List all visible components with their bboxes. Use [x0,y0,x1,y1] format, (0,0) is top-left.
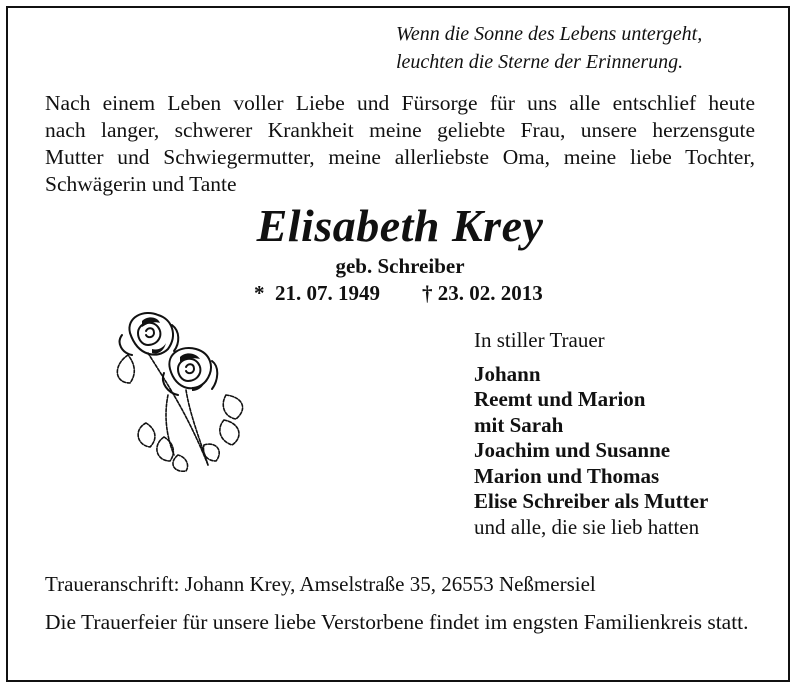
life-dates [254,280,543,306]
birth-date: * 21. 07. 1949 [254,281,380,305]
mourner-name: Elise Schreiber als Mutter [474,489,709,513]
motto [396,20,702,76]
motto-line-2: leuchten die Sterne der Erinnerung. [396,51,684,73]
rose-icon [108,305,268,475]
death-date: † 23. 02. 2013 [422,281,543,305]
funeral-note: Die Trauerfeier für unsere liebe Verstorbene findet im engsten Familienkreis statt. [45,610,749,634]
intro-text [45,90,755,198]
intro-line-4: Schwägerin und Tante [45,172,237,196]
mourner-name: Joachim und Susanne [474,438,671,462]
mourners-block [474,328,708,540]
mourner-name: Marion und Thomas [474,463,660,488]
intro-line-1: Nach einem Leben voller Liebe und Fürsorge für uns alle entschlief heute [45,91,755,115]
mourner-name: Reemt und Marion [474,387,646,411]
mourning-address: Traueranschrift: Johann Krey, Amselstraße 35, 26553 Neßmersiel [45,572,596,596]
motto-line-1: Wenn die Sonne des Lebens untergeht, [396,23,703,45]
deceased-name: Elisabeth Krey [256,200,544,251]
mourner-name: mit Sarah [474,412,564,437]
mourning-label: In stiller Trauer [474,328,605,352]
mourner-name: Johann [474,361,541,386]
intro-line-2: nach langer, schwerer Krankheit meine geliebte Frau, unsere herzensgute [45,118,755,142]
maiden-name: geb. Schreiber [335,254,465,278]
intro-line-3: Mutter und Schwiegermutter, meine allerliebste Oma, meine liebe Tochter, [45,145,755,169]
mourners-closing: und alle, die sie lieb hatten [474,514,700,539]
